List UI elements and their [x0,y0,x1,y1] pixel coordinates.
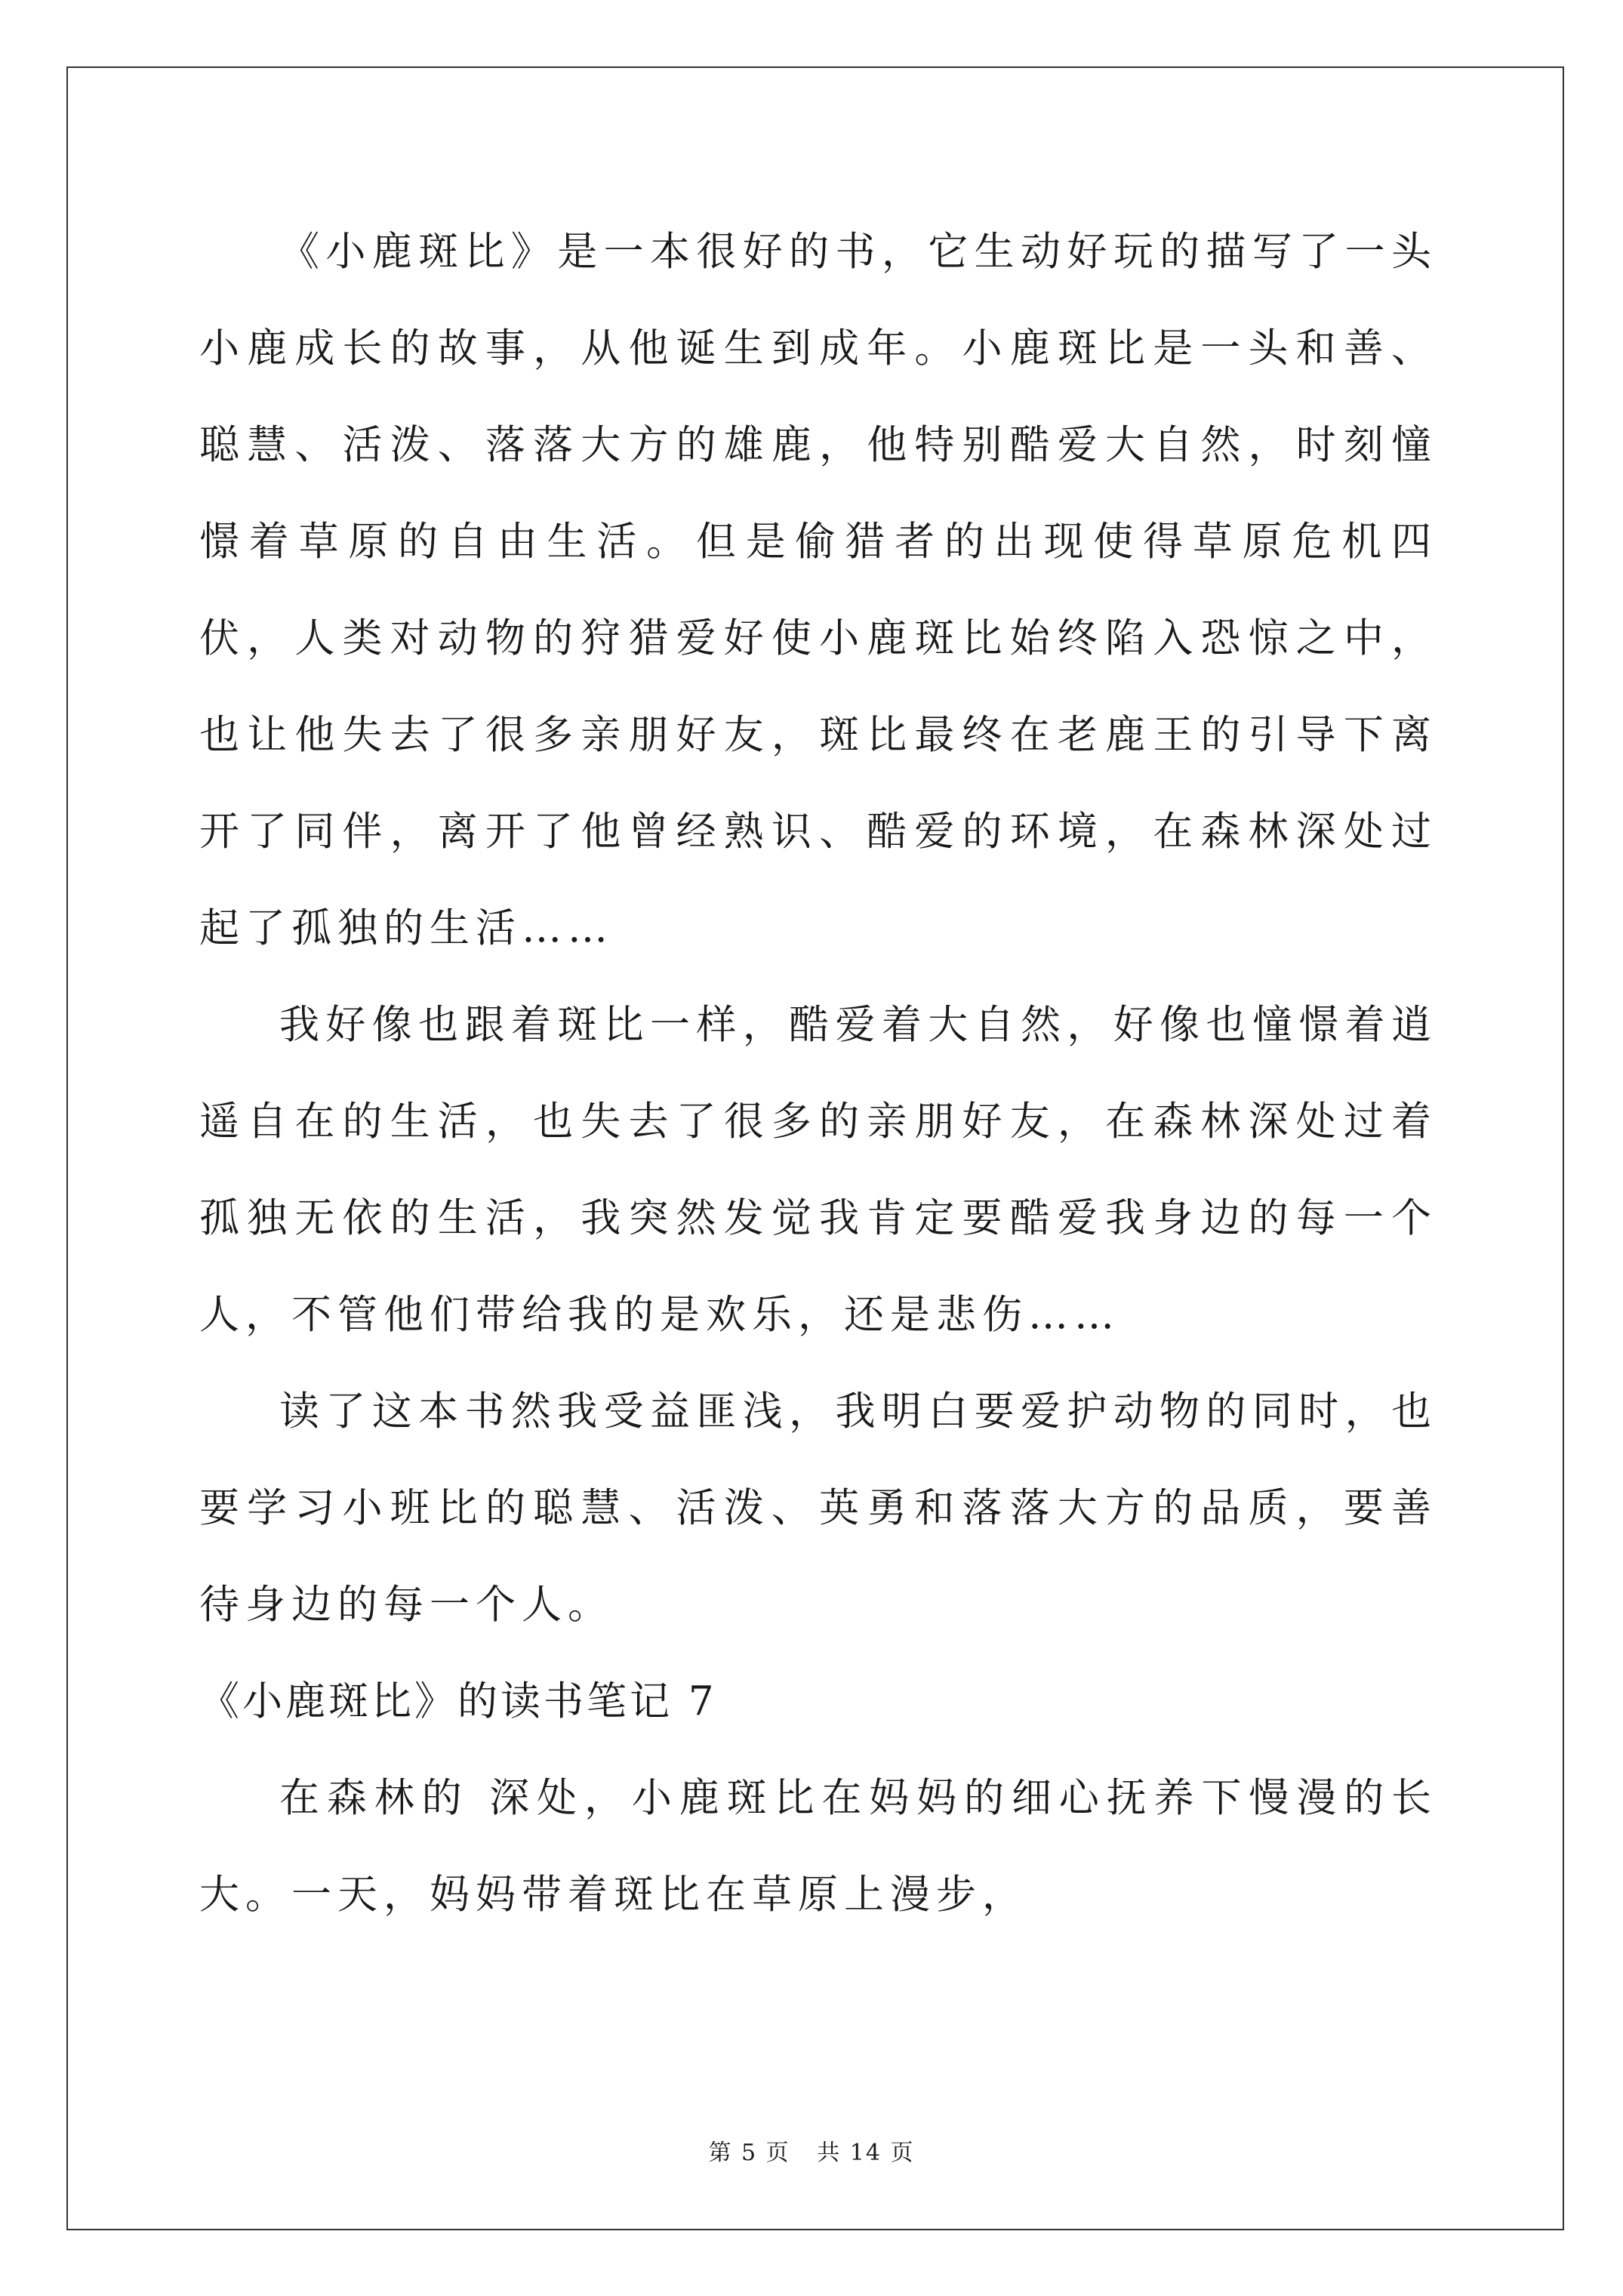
document-body [199,204,1437,1943]
paragraph-4: 在森林的 深处，小鹿斑比在妈妈的细心抚养下慢漫的长大。一天，妈妈带着斑比在草原上漫步， [199,1775,1437,1918]
page-footer [0,2134,1623,2167]
paragraph-2: 我好像也跟着斑比一样，酷爱着大自然，好像也憧憬着逍遥自在的生活，也失去了很多的亲朋好友，在森林深处过着孤独无依的生活，我突然发觉我肯定要酷爱我身边的每一个人，不管他们带给我的是欢乐，还是悲伤…… [199,1002,1437,1338]
paragraph-3: 读了这本书然我受益匪浅，我明白要爱护动物的同时，也要学习小班比的聪慧、活泼、英勇和落落大方的品质，要善待身边的每一个人。 [199,1388,1437,1628]
page-total: 共 14 页 [817,2140,915,2166]
section-heading: 《小鹿斑比》的读书笔记 7 [199,1678,717,1724]
paragraph-1: 《小鹿斑比》是一本很好的书，它生动好玩的描写了一头小鹿成长的故事，从他诞生到成年。小鹿斑比是一头和善、聪慧、活泼、落落大方的雄鹿，他特别酷爱大自然，时刻憧憬着草原的自由生活。但是偷猎者的出现使得草原危机四伏，人类对动物的狩猎爱好使小鹿斑比始终陷入恐惊之中，也让他失去了很多亲朋好友，斑比最终在老鹿王的引导下离开了同伴，离开了他曾经熟识、酷爱的环境，在森林深处过起了孤独的生活…… [199,229,1437,951]
page-number: 第 5 页 [708,2140,790,2166]
